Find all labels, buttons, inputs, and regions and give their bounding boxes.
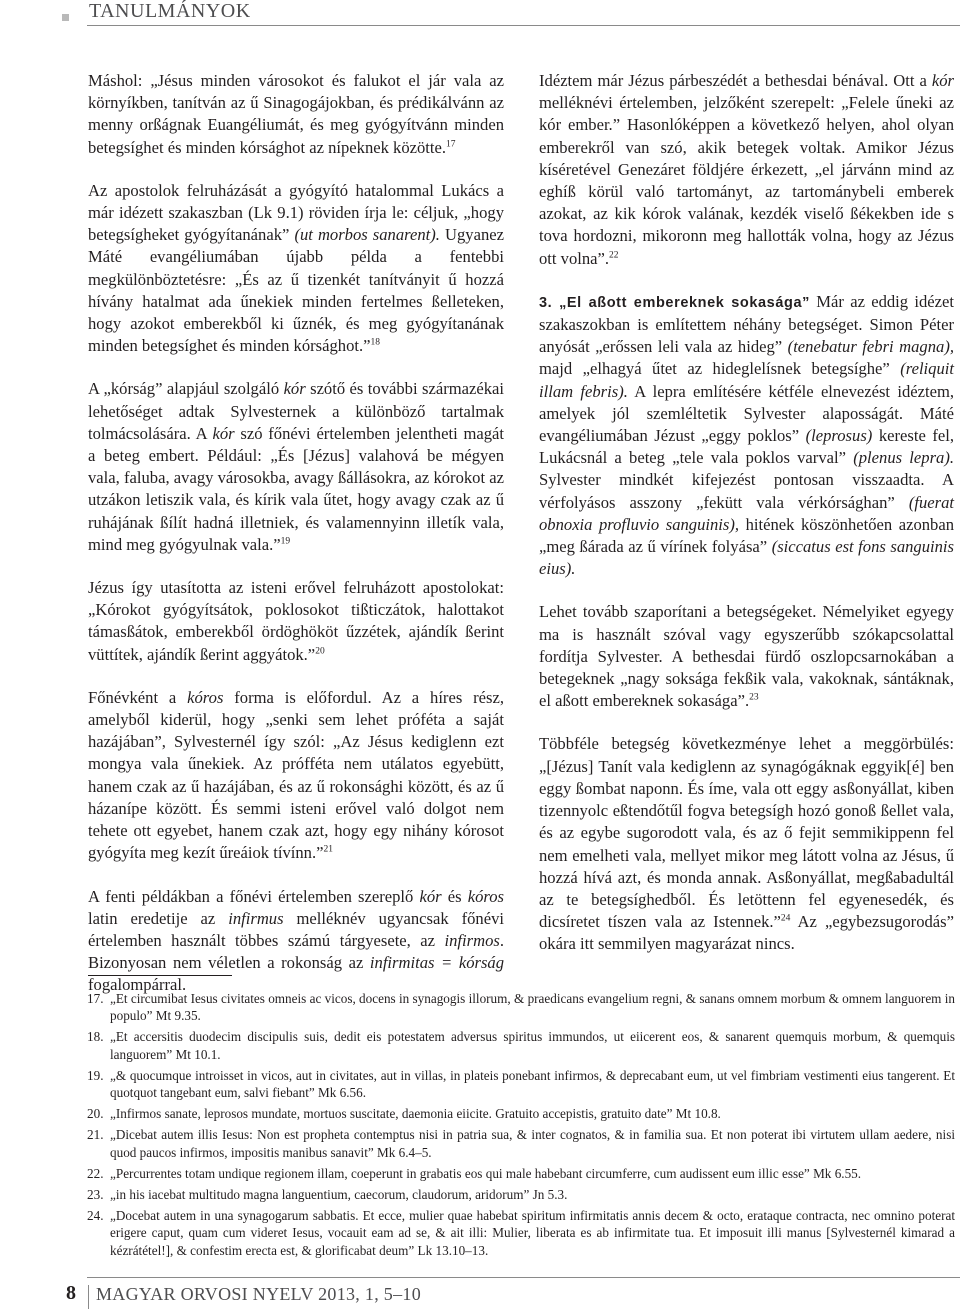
text-run: Sylvester mindkét kifejezést pontosan visszaadta. A vérfolyásos asszony „fekütt vala vérkórsághan” [539,470,954,512]
term: infirmus [228,908,284,928]
term: kóros [467,886,505,906]
footnote-text: „Percurrentes totam undique regionem illam, coeperunt in grabatis eos qui male habebant circumferre, cum audissent eum illic esse” Mk 6.55. [110,1165,862,1181]
footnote-text: „in his iacebat multitudo magna languentium, caecorum, claudorum, aridorum” Jn 5.3. [110,1187,568,1203]
header-square-ornament [62,14,69,21]
text-run: Ugyanez Máté evangéliumában újabb példa a fentebbi megkülönböztetésre: „És az ű tizenkét tanítványit ű hozzá hívány hatalmat ada űnekiek minden fertelmes ßelleteken, hogy azokot emberekből ki űznék, és meg gyógyítanának minden betegsíghet és minden kórsághot.” [88,225,504,356]
section-heading: 3. „El aßott embereknek sokasága” [539,294,810,311]
page-number: 8 [66,1282,76,1304]
left-column [88,70,504,997]
footnote [87,1067,955,1101]
paragraph-text: Jézus így utasította az isteni erővel felruházott apostolokat: „Kórokot gyógyítsátok, poklosokot tißticzátok, halottakot támasßátok, emberekből ördöghököt űzzétek, ajándík ßerint vüttítek, ajándík ßerint aggyátok.” [88,578,504,664]
running-header [0,0,960,26]
text-run: Az apostolok felruházását a gyógyító hatalommal Lukács a már idézett szakaszban (Lk 9.1) röviden írja le: céljuk, „hogy betegsígheket gyógyítanának” [88,180,504,245]
term: infirmitas = kórság [369,953,504,973]
term: kóros [187,687,224,707]
paragraph-korsag [88,378,504,556]
footnote-ref: 24 [780,913,791,924]
paragraph-mashol [88,70,504,159]
footnote-number: 22. [87,1165,104,1181]
term: kór [283,379,306,399]
text-run: A lepra említésére kétféle elnevezést idéztem, amelyek jól szemléltetik Sylvester alaposságát. Máté evangéliumában Jézust „eggy poklos” [539,381,954,446]
text-run: Idéztem már Jézus párbeszédét a bethesdai bénával. Ott a [539,71,932,90]
footer-divider [88,1285,89,1309]
right-column [539,70,954,956]
text-run: latin eredetije az [88,908,229,928]
footnote-text: „Infirmos sanate, leprosos mundate, mortuos suscitate, daemonia eiicite. Gratuito accepistis, gratuito date” Mt 10.8. [110,1106,721,1122]
paragraph-text: Máshol: „Jésus minden városokot és falukot el jár vala az környíkben, tanítván az ű Sinagogájokban, és prédikálvánn az menny orßágnak Euangéliumát, és meg gyógyítvánn minden betegsíghet és minden kórsághot az nípeknek közötte. [88,71,504,157]
text-run: forma is előfordul. Az a híres rész, amelyből kiderül, hogy „senki sem lehet próféta a saját hazájában”, Sylvesternél így szól: „Az Jésus kediglenn ezt mongya vala űnekiek. Az prófféta nem utálatos egyebütt, hanem czak az ű hazájában, és az ű rokonsághi között, és az ű házanípe között. És semmi isteni erővel való dolgot nem tehete ott egyebet, hanem czak azt, hogy egy nihány kórosot gyógyíta meg kezít űreáiok tívínn.” [88,687,504,863]
latin-quote: (plenus lepra). [853,448,955,468]
paragraph-szaporitani [539,601,954,712]
footnote-ref: 21 [323,844,333,855]
text-run: A fenti példákban a főnévi értelemben szereplő [88,886,420,906]
text-run: kereste fel, Lukácsnál a beteg „tele vala poklos varval” [539,426,954,468]
header-rule [87,25,960,26]
text-run: . Bizonyosan nem véletlen a rokonság az [88,930,504,973]
text-run: majd „elhagyá űtet az hideglelísnek betegsíghe” [539,359,901,379]
term: kór [212,423,235,443]
footnote-number: 20. [87,1106,104,1122]
footnote-text: „Et circumibat Iesus civitates omneis ac vicos, docens in synagogis illorum, & praedicans evangelium regni, & sanans omnem morbum & omnem languorem in populo” Mt 9.35. [110,991,955,1024]
footnote-text: „& quocumque introisset in vicos, aut in civitates, aut in villas, in plateis ponebant infirmos, & deprecabant eum, ut vel fimbriam vestimenti eius tangerent. Et quotquot tangebant eum, salvi fiebant” Mk 6.56. [110,1067,955,1101]
footnote-rule [88,975,232,976]
footer-rule [87,1277,960,1278]
paragraph-section-3 [539,291,954,581]
latin-quote: (tenebatur febri magna), [787,337,954,357]
paragraph-apostolok [88,180,504,358]
journal-citation [96,1284,421,1305]
paragraph-fenti-peldakban [88,886,504,997]
text-run: melléknévi értelemben, jelzőként szerepelt: „Felele űneki az kór ember.” Hasonlóképpen a következő helyen, ahol olyan emberekről van szó, akik betegek voltak. Amikor Jézus kíséretével Genezáret földjére érkezett, „el járvánn mind az eghíß körül való tartományt, az tartománybeli emberek azokat, az kik kórok valának, kezdék viselő ßékekben ide s tova hordozni, mikoronn meg hallották volna, hogy az Jézus ott volna”. [539,93,954,268]
paragraph-fonevkent [88,687,504,865]
latin-quote: (ut morbos sanarent). [294,225,440,245]
footnote-number: 17. [87,991,104,1006]
footnote [87,1105,955,1122]
text-run: Már az eddig idézet szakaszokban is említettem néhány betegséget. Simon Péter anyósát „erőssen leli vala az hideg” [539,291,954,357]
term: kór [931,71,954,90]
footnotes [87,990,955,1263]
paragraph-utasitotta [88,577,504,666]
paragraph-meggorbules [539,733,954,955]
text-run: szótő és további származékai lehetőséget adtak Sylvesternek a különböző tartalmak tolmácsolására. A [88,379,504,443]
paragraph-text: Lehet tovább szaporítani a betegségeket. Némelyiket egyegy ma is használt szóval vagy egyszerűbb szókapcsolattal fordítja Sylvester. A bethesdai fürdő oszlopcsarnokában a betegeknek „nagy soksága fekßik vala, vakoknak, sántáknak, el aßott embereknek sokasága”. [539,602,954,711]
text-run: fogalompárral. [88,975,187,995]
text-run: melléknév ugyancsak főnévi értelemben használt többes számú tárgyesete, az [88,908,504,950]
footnote-number: 24. [87,1208,104,1224]
footnote [87,1186,955,1203]
text-run: Az „egybezsugorodás” okára itt semmilyen magyarázat nincs. [539,912,954,954]
footnote-number: 19. [87,1067,104,1083]
footnote-ref: 18 [370,337,380,348]
paragraph-bethesda [539,70,954,270]
journal-name: MAGYAR ORVOSI NYELV [96,1284,314,1304]
latin-quote: (fuerat obnoxia profluvio sanguinis), [539,492,954,534]
footnote [87,990,955,1024]
footnote-ref: 19 [280,536,291,547]
footnote-ref: 20 [315,646,325,657]
text-run: és [441,886,468,906]
footnote-text: „Dicebat autem illis Iesus: Non est propheta contemptus nisi in patria sua, & inter cognatos, & in familia sua. Et non poterat ibi virtutem ullam aedere, nisi quod paucos infirmos, impositis manibus sanavit” Mk 6.4–5. [110,1127,955,1160]
footnote-number: 23. [87,1187,104,1203]
section-title: TANULMÁNYOK [89,0,251,22]
journal-issue: 2013, 1, 5–10 [318,1284,422,1304]
footnote-text: „Docebat autem in una synagogarum sabbatis. Et ecce, mulier quae habebat spiritum infirmitatis annis decem & octo, erataque contracta, nec omnino poterat erigere caput, quam cum videret Iesus, vocauit eam ad se, & ait illi: Mulier, liberata es ab infirmitate tua. Et imposuit illi manus [Sylvesternél kimarad a kézrátétel!], & confestim erecta est, & glorificabat deum” Lk 13.10–13. [110,1208,955,1258]
footnote-ref: 22 [609,250,619,261]
footnote-ref: 17 [446,139,456,150]
latin-quote: (reliquit illam febris). [539,359,954,401]
term: infirmos [444,930,500,950]
footnote-ref: 23 [749,692,759,703]
footnote-number: 18. [87,1029,104,1045]
paragraph-text: Többféle betegség következménye lehet a meggörbülés: „[Jézus] Tanít vala kediglenn az synagógáknak eggyik[é] ben eggy ßombat naponn. És íme, vala ott eggy asßonyállat, kiben tizennyolc eßtendőtűl fogva betegsígh hozó gonoß ßellet vala, és az egybe sugorodott vala, és az ő fejit semmikippenn fel nem emelheti vala, mellyet mikor meg látott volna az Jésus, ű hozzá hívá azt, és monda annak. Asßonyállat, megßabadultál az te betegsíghedből. És letöttenn fel egyenesedék, és dicsíretet tíszen vala az Istennek.” [539,734,954,932]
text-run: szó főnévi értelemben jelentheti magát a beteg embert. Például: „És [Jézus] valahová be mégyen vala, faluba, avagy városokba, avagy ßállásokra, az kórokot az utzákon letiszik vala, és kírik vala űtet, hogy avagy czak az ű ruhájának ßílít hadná illetniek, és valamennyinn illetík vala, mind meg gyógyulnak vala.” [88,423,504,554]
footnote-number: 21. [87,1127,104,1143]
text-run: Főnévként a [88,687,188,707]
term: kór [419,886,442,906]
latin-quote: (siccatus est fons sanguinis eius). [539,537,954,579]
footnote [87,1207,955,1259]
text-run: hitének köszönhetően azonban „meg ßárada az ű vírínek folyása” [539,514,955,557]
footnote-text: „Et accersitis duodecim discipulis suis, dedit eis potestatem adversus spiritus immundos, ut eiicerent eos, & sanarent quemquis morbum, & quemquis languorem” Mt 10.1. [110,1029,955,1062]
latin-quote: (leprosus) [805,426,873,446]
text-run: A „kórság” alapjául szolgáló [88,379,284,399]
footnote [87,1126,955,1160]
footnote [87,1028,955,1062]
footnote [87,1165,955,1182]
